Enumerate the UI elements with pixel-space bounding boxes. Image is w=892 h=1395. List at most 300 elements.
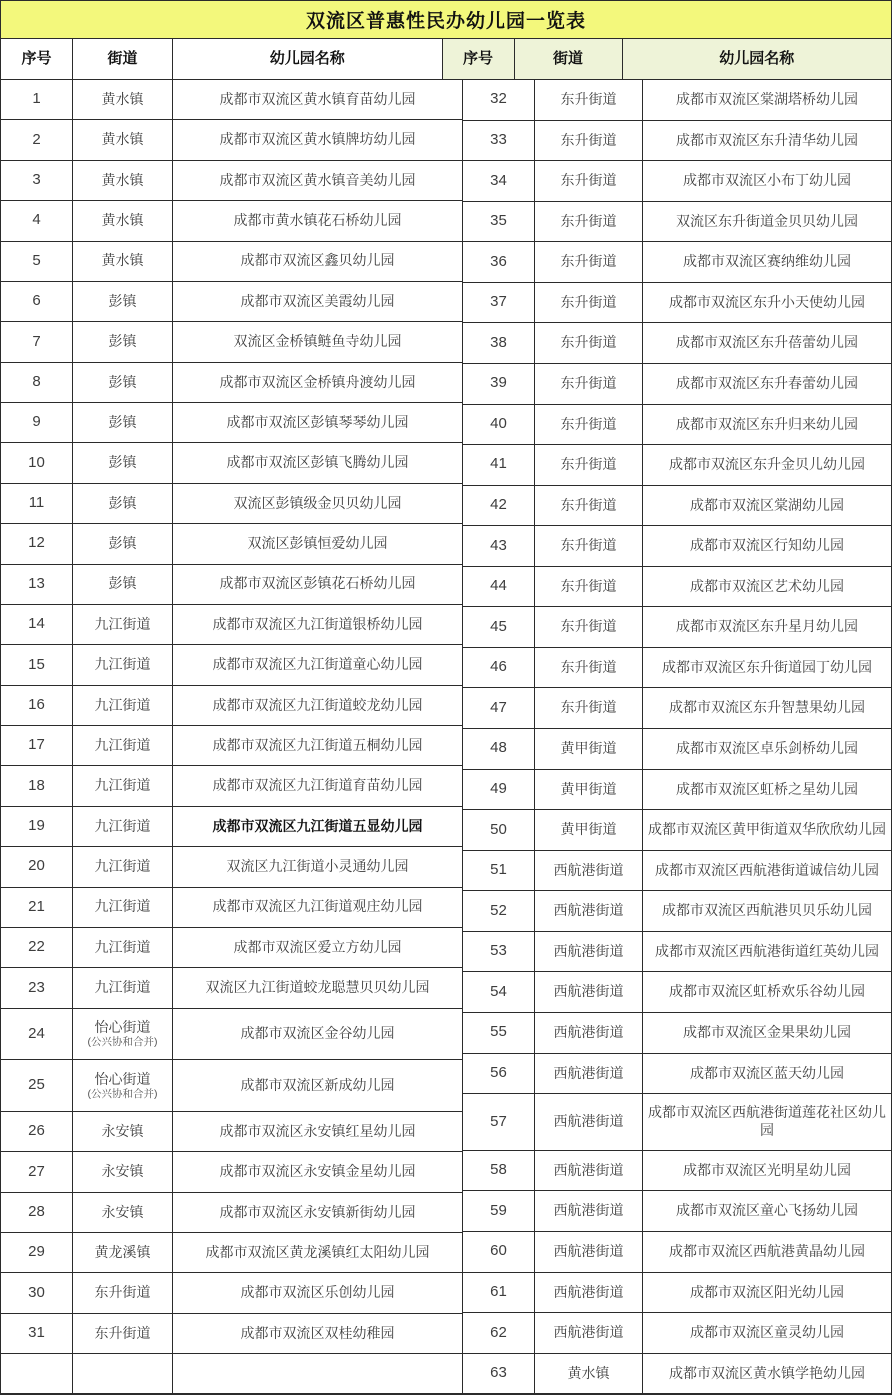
row-number-cell: 56 — [463, 1054, 535, 1095]
row-kindergarten-cell: 成都市双流区永安镇红星幼儿园 — [173, 1112, 463, 1152]
street-label: 东升街道 — [560, 618, 617, 635]
street-label: 永安镇 — [101, 1203, 144, 1220]
row-street-cell — [73, 807, 173, 847]
row-street-cell — [73, 726, 173, 766]
row-street-cell — [73, 363, 173, 403]
table-row — [463, 242, 891, 283]
street-label: 九江街道 — [94, 979, 151, 996]
table-row — [1, 888, 463, 928]
row-number-cell: 58 — [463, 1151, 535, 1192]
street-label: 彭镇 — [108, 535, 137, 552]
row-number-cell: 46 — [463, 648, 535, 689]
street-label: 彭镇 — [108, 292, 137, 309]
header-right-street: 街道 — [515, 39, 623, 80]
row-street-cell — [535, 972, 643, 1013]
row-kindergarten-cell: 成都市双流区光明星幼儿园 — [643, 1151, 891, 1192]
street-label: 东升街道 — [560, 91, 617, 108]
row-number-cell: 7 — [1, 322, 73, 362]
row-number-cell: 25 — [1, 1060, 73, 1112]
row-number-cell: 36 — [463, 242, 535, 283]
street-label: 九江街道 — [94, 898, 151, 915]
row-number-cell: 6 — [1, 282, 73, 322]
street-label: 西航港街道 — [553, 861, 624, 878]
row-street-cell — [535, 770, 643, 811]
row-number-cell: 32 — [463, 80, 535, 121]
row-number-cell: 11 — [1, 484, 73, 524]
row-street-cell — [535, 688, 643, 729]
row-street-cell — [73, 242, 173, 282]
row-number-cell: 3 — [1, 161, 73, 201]
row-number-cell: 37 — [463, 283, 535, 324]
row-kindergarten-cell: 成都市双流区彭镇飞腾幼儿园 — [173, 443, 463, 483]
header-row — [1, 39, 891, 80]
table-row — [1, 1009, 463, 1061]
row-kindergarten-cell: 成都市双流区黄龙溪镇红太阳幼儿园 — [173, 1233, 463, 1273]
street-label: 西航港街道 — [553, 1023, 624, 1040]
table-row — [463, 1273, 891, 1314]
row-street-cell — [73, 201, 173, 241]
row-street-cell — [73, 443, 173, 483]
row-street-cell — [73, 322, 173, 362]
row-number-cell: 12 — [1, 524, 73, 564]
table-row — [463, 688, 891, 729]
row-street-cell — [535, 405, 643, 446]
row-kindergarten-cell: 成都市双流区东升星月幼儿园 — [643, 607, 891, 648]
table-row — [463, 810, 891, 851]
street-label: 九江街道 — [94, 656, 151, 673]
row-kindergarten-cell: 成都市双流区鑫贝幼儿园 — [173, 242, 463, 282]
table-row — [463, 972, 891, 1013]
row-kindergarten-cell: 成都市双流区东升街道园丁幼儿园 — [643, 648, 891, 689]
table-row — [1, 1354, 463, 1394]
table-row — [463, 486, 891, 527]
table-row — [463, 567, 891, 608]
row-number-cell: 29 — [1, 1233, 73, 1273]
row-kindergarten-cell: 双流区彭镇恒爱幼儿园 — [173, 524, 463, 564]
row-kindergarten-cell: 成都市双流区金谷幼儿园 — [173, 1009, 463, 1061]
row-street-cell — [73, 968, 173, 1008]
row-street-cell — [73, 766, 173, 806]
row-kindergarten-cell: 成都市双流区赛纳维幼儿园 — [643, 242, 891, 283]
table-row — [1, 282, 463, 322]
row-street-cell — [535, 323, 643, 364]
row-kindergarten-cell: 成都市双流区童灵幼儿园 — [643, 1313, 891, 1354]
table-row — [1, 645, 463, 685]
row-street-cell — [535, 202, 643, 243]
row-number-cell: 19 — [1, 807, 73, 847]
street-label: 怡心街道 — [94, 1018, 151, 1035]
row-kindergarten-cell: 成都市双流区永安镇金星幼儿园 — [173, 1152, 463, 1192]
row-kindergarten-cell: 双流区九江街道小灵通幼儿园 — [173, 847, 463, 887]
street-label: 彭镇 — [108, 333, 137, 350]
row-kindergarten-cell: 成都市双流区西航港街道红英幼儿园 — [643, 932, 891, 973]
row-street-cell — [73, 645, 173, 685]
row-street-cell — [535, 486, 643, 527]
table-row — [1, 80, 463, 120]
row-number-cell: 50 — [463, 810, 535, 851]
table-row — [463, 1054, 891, 1095]
row-number-cell: 52 — [463, 891, 535, 932]
street-label: 黄龙溪镇 — [94, 1244, 151, 1261]
street-label: 东升街道 — [560, 699, 617, 716]
row-kindergarten-cell: 成都市双流区西航港街道莲花社区幼儿园 — [643, 1094, 891, 1151]
table-row — [463, 445, 891, 486]
row-number-cell: 2 — [1, 120, 73, 160]
table-row — [463, 607, 891, 648]
row-kindergarten-cell: 成都市双流区九江街道蛟龙幼儿园 — [173, 686, 463, 726]
row-number-cell: 17 — [1, 726, 73, 766]
table-row — [1, 1273, 463, 1313]
row-street-cell — [73, 1233, 173, 1273]
table-row — [1, 1060, 463, 1112]
street-label: 黄水镇 — [101, 212, 144, 229]
row-street-cell — [535, 607, 643, 648]
table-row — [1, 686, 463, 726]
row-kindergarten-cell: 成都市双流区艺术幼儿园 — [643, 567, 891, 608]
row-kindergarten-cell: 成都市双流区卓乐剑桥幼儿园 — [643, 729, 891, 770]
table-row — [1, 605, 463, 645]
table-row — [463, 1232, 891, 1273]
header-right-no: 序号 — [443, 39, 515, 80]
row-number-cell: 9 — [1, 403, 73, 443]
row-street-cell — [73, 484, 173, 524]
street-label: 东升街道 — [560, 131, 617, 148]
row-kindergarten-cell: 成都市黄水镇花石桥幼儿园 — [173, 201, 463, 241]
street-label: 东升街道 — [560, 293, 617, 310]
table-row — [1, 847, 463, 887]
row-number-cell: 59 — [463, 1191, 535, 1232]
header-left-no: 序号 — [1, 39, 73, 80]
table-row — [463, 283, 891, 324]
row-street-cell — [535, 1094, 643, 1151]
table-row — [1, 363, 463, 403]
street-label: 东升街道 — [560, 415, 617, 432]
row-kindergarten-cell: 成都市双流区彭镇花石桥幼儿园 — [173, 565, 463, 605]
row-kindergarten-cell: 成都市双流区小布丁幼儿园 — [643, 161, 891, 202]
row-number-cell: 34 — [463, 161, 535, 202]
header-right-name: 幼儿园名称 — [623, 39, 892, 80]
left-table-half — [1, 80, 463, 1394]
street-label: 东升街道 — [560, 334, 617, 351]
row-number-cell: 42 — [463, 486, 535, 527]
row-kindergarten-cell: 成都市双流区棠湖幼儿园 — [643, 486, 891, 527]
row-number-cell: 8 — [1, 363, 73, 403]
row-kindergarten-cell: 成都市双流区九江街道童心幼儿园 — [173, 645, 463, 685]
row-street-cell — [535, 1151, 643, 1192]
row-number-cell: 47 — [463, 688, 535, 729]
row-street-cell — [535, 851, 643, 892]
row-street-cell — [73, 1273, 173, 1313]
row-kindergarten-cell: 成都市双流区西航港贝贝乐幼儿园 — [643, 891, 891, 932]
row-street-cell — [73, 928, 173, 968]
row-street-cell — [73, 161, 173, 201]
table-title: 双流区普惠性民办幼儿园一览表 — [1, 1, 891, 39]
row-kindergarten-cell: 成都市双流区童心飞扬幼儿园 — [643, 1191, 891, 1232]
street-label: 黄甲街道 — [560, 780, 617, 797]
table-row — [463, 770, 891, 811]
street-label: 西航港街道 — [553, 1283, 624, 1300]
row-number-cell: 27 — [1, 1152, 73, 1192]
table-row — [1, 201, 463, 241]
row-kindergarten-cell: 成都市双流区棠湖塔桥幼儿园 — [643, 80, 891, 121]
street-label: 东升街道 — [560, 577, 617, 594]
row-kindergarten-cell: 成都市双流区行知幼儿园 — [643, 526, 891, 567]
table-row — [463, 405, 891, 446]
table-row — [1, 766, 463, 806]
row-number-cell: 48 — [463, 729, 535, 770]
table-row — [1, 484, 463, 524]
row-number-cell: 55 — [463, 1013, 535, 1054]
table-row — [463, 1013, 891, 1054]
row-kindergarten-cell: 成都市双流区东升清华幼儿园 — [643, 121, 891, 162]
street-label: 西航港街道 — [553, 942, 624, 959]
row-kindergarten-cell: 成都市双流区九江街道五桐幼儿园 — [173, 726, 463, 766]
table-row — [1, 565, 463, 605]
row-kindergarten-cell: 成都市双流区彭镇琴琴幼儿园 — [173, 403, 463, 443]
row-street-cell — [73, 1314, 173, 1354]
row-kindergarten-cell: 成都市双流区东升蓓蕾幼儿园 — [643, 323, 891, 364]
row-number-cell: 20 — [1, 847, 73, 887]
row-number-cell — [1, 1354, 73, 1394]
street-label: 黄水镇 — [567, 1364, 610, 1381]
row-street-cell — [73, 282, 173, 322]
row-kindergarten-cell: 成都市双流区双桂幼稚园 — [173, 1314, 463, 1354]
table-row — [463, 121, 891, 162]
table-row — [463, 1151, 891, 1192]
row-number-cell: 21 — [1, 888, 73, 928]
street-label: 东升街道 — [560, 496, 617, 513]
street-label: 西航港街道 — [553, 1113, 624, 1130]
row-number-cell: 22 — [1, 928, 73, 968]
row-kindergarten-cell: 成都市双流区黄水镇育苗幼儿园 — [173, 80, 463, 120]
row-street-cell — [535, 1054, 643, 1095]
table-row — [463, 161, 891, 202]
header-left-street: 街道 — [73, 39, 173, 80]
table-row — [463, 1354, 891, 1395]
row-street-cell — [535, 283, 643, 324]
row-street-cell — [73, 524, 173, 564]
street-label: 九江街道 — [94, 777, 151, 794]
street-label: 黄水镇 — [101, 90, 144, 107]
street-label: 东升街道 — [560, 172, 617, 189]
row-number-cell: 15 — [1, 645, 73, 685]
row-street-cell — [535, 1313, 643, 1354]
street-label: 西航港街道 — [553, 1064, 624, 1081]
row-kindergarten-cell: 双流区九江街道蛟龙聪慧贝贝幼儿园 — [173, 968, 463, 1008]
street-label: 东升街道 — [560, 456, 617, 473]
row-street-cell — [535, 242, 643, 283]
row-street-cell — [535, 729, 643, 770]
street-label: 东升街道 — [560, 253, 617, 270]
street-label: 东升街道 — [94, 1284, 151, 1301]
table-row — [463, 1191, 891, 1232]
table-row — [1, 120, 463, 160]
table-row — [1, 161, 463, 201]
street-label: 黄水镇 — [101, 252, 144, 269]
row-street-cell — [73, 605, 173, 645]
row-number-cell: 49 — [463, 770, 535, 811]
row-street-cell — [535, 445, 643, 486]
table-row — [1, 443, 463, 483]
street-merge-note: (公兴协和合并) — [87, 1036, 158, 1049]
street-label: 黄甲街道 — [560, 740, 617, 757]
row-number-cell: 26 — [1, 1112, 73, 1152]
row-street-cell — [73, 1193, 173, 1233]
row-street-cell — [535, 810, 643, 851]
row-kindergarten-cell: 成都市双流区九江街道银桥幼儿园 — [173, 605, 463, 645]
row-street-cell — [535, 1013, 643, 1054]
row-kindergarten-cell: 成都市双流区金果果幼儿园 — [643, 1013, 891, 1054]
street-merge-note: (公兴协和合并) — [87, 1088, 158, 1101]
table-row — [463, 932, 891, 973]
table-row — [1, 242, 463, 282]
row-number-cell: 38 — [463, 323, 535, 364]
row-number-cell: 18 — [1, 766, 73, 806]
street-label: 永安镇 — [101, 1122, 144, 1139]
row-kindergarten-cell: 成都市双流区东升春蕾幼儿园 — [643, 364, 891, 405]
table-row — [1, 1233, 463, 1273]
table-row — [1, 968, 463, 1008]
row-kindergarten-cell: 成都市双流区西航港街道诚信幼儿园 — [643, 851, 891, 892]
row-street-cell — [73, 80, 173, 120]
table-row — [1, 1193, 463, 1233]
row-street-cell — [73, 1112, 173, 1152]
street-label: 东升街道 — [94, 1324, 151, 1341]
row-number-cell: 14 — [1, 605, 73, 645]
table-row — [1, 403, 463, 443]
row-kindergarten-cell: 成都市双流区蓝天幼儿园 — [643, 1054, 891, 1095]
row-number-cell: 51 — [463, 851, 535, 892]
row-street-cell — [535, 121, 643, 162]
street-label: 西航港街道 — [553, 983, 624, 1000]
row-street-cell — [73, 1152, 173, 1192]
table-row — [1, 524, 463, 564]
row-number-cell: 4 — [1, 201, 73, 241]
street-label: 九江街道 — [94, 938, 151, 955]
row-street-cell — [73, 1060, 173, 1112]
table-row — [463, 648, 891, 689]
table-row — [1, 322, 463, 362]
street-label: 黄水镇 — [101, 171, 144, 188]
row-number-cell: 10 — [1, 443, 73, 483]
row-number-cell: 53 — [463, 932, 535, 973]
table-row — [1, 1112, 463, 1152]
table-row — [463, 202, 891, 243]
row-kindergarten-cell: 成都市双流区黄水镇音美幼儿园 — [173, 161, 463, 201]
row-street-cell — [73, 565, 173, 605]
row-number-cell: 54 — [463, 972, 535, 1013]
table-body — [1, 80, 891, 1394]
street-label: 九江街道 — [94, 696, 151, 713]
right-table-half — [463, 80, 891, 1394]
row-number-cell: 24 — [1, 1009, 73, 1061]
street-label: 东升街道 — [560, 537, 617, 554]
row-number-cell: 40 — [463, 405, 535, 446]
row-street-cell — [535, 526, 643, 567]
table-row — [463, 80, 891, 121]
table-row — [463, 851, 891, 892]
row-street-cell — [535, 161, 643, 202]
street-label: 西航港街道 — [553, 1243, 624, 1260]
street-label: 永安镇 — [101, 1163, 144, 1180]
row-street-cell — [535, 648, 643, 689]
row-street-cell — [73, 120, 173, 160]
row-street-cell — [535, 567, 643, 608]
table-row — [463, 364, 891, 405]
row-kindergarten-cell: 成都市双流区美霞幼儿园 — [173, 282, 463, 322]
row-street-cell — [73, 888, 173, 928]
row-kindergarten-cell: 成都市双流区黄水镇学艳幼儿园 — [643, 1354, 891, 1395]
row-number-cell: 33 — [463, 121, 535, 162]
row-number-cell: 5 — [1, 242, 73, 282]
street-label: 东升街道 — [560, 374, 617, 391]
row-number-cell: 13 — [1, 565, 73, 605]
row-street-cell — [535, 364, 643, 405]
row-number-cell: 16 — [1, 686, 73, 726]
row-street-cell — [535, 1354, 643, 1395]
table-row — [463, 1313, 891, 1354]
row-number-cell: 61 — [463, 1273, 535, 1314]
street-label: 怡心街道 — [94, 1070, 151, 1087]
street-label: 西航港街道 — [553, 902, 624, 919]
street-label: 西航港街道 — [553, 1324, 624, 1341]
row-kindergarten-cell: 成都市双流区九江街道观庄幼儿园 — [173, 888, 463, 928]
street-label: 彭镇 — [108, 413, 137, 430]
street-label: 九江街道 — [94, 615, 151, 632]
row-number-cell: 23 — [1, 968, 73, 1008]
row-kindergarten-cell: 双流区彭镇级金贝贝幼儿园 — [173, 484, 463, 524]
row-street-cell — [535, 932, 643, 973]
row-kindergarten-cell: 成都市双流区黄甲街道双华欣欣幼儿园 — [643, 810, 891, 851]
row-kindergarten-cell: 成都市双流区东升智慧果幼儿园 — [643, 688, 891, 729]
header-left-name: 幼儿园名称 — [173, 39, 443, 80]
row-number-cell: 30 — [1, 1273, 73, 1313]
table-row — [1, 1152, 463, 1192]
street-label: 彭镇 — [108, 575, 137, 592]
row-street-cell — [73, 686, 173, 726]
row-number-cell: 1 — [1, 80, 73, 120]
row-street-cell — [73, 403, 173, 443]
street-label: 九江街道 — [94, 858, 151, 875]
row-number-cell: 39 — [463, 364, 535, 405]
row-kindergarten-cell: 双流区东升街道金贝贝幼儿园 — [643, 202, 891, 243]
street-label: 九江街道 — [94, 736, 151, 753]
row-kindergarten-cell — [173, 1354, 463, 1394]
row-kindergarten-cell: 成都市双流区永安镇新街幼儿园 — [173, 1193, 463, 1233]
row-kindergarten-cell: 成都市双流区东升金贝儿幼儿园 — [643, 445, 891, 486]
row-number-cell: 63 — [463, 1354, 535, 1395]
row-kindergarten-cell: 成都市双流区九江街道育苗幼儿园 — [173, 766, 463, 806]
row-street-cell — [535, 80, 643, 121]
street-label: 彭镇 — [108, 494, 137, 511]
row-kindergarten-cell: 成都市双流区黄水镇牌坊幼儿园 — [173, 120, 463, 160]
row-number-cell: 60 — [463, 1232, 535, 1273]
row-kindergarten-cell: 成都市双流区爱立方幼儿园 — [173, 928, 463, 968]
row-number-cell: 35 — [463, 202, 535, 243]
street-label: 东升街道 — [560, 212, 617, 229]
row-kindergarten-cell: 成都市双流区虹桥欢乐谷幼儿园 — [643, 972, 891, 1013]
street-label: 黄甲街道 — [560, 821, 617, 838]
row-street-cell — [535, 1232, 643, 1273]
street-label: 彭镇 — [108, 454, 137, 471]
row-street-cell — [535, 891, 643, 932]
row-kindergarten-cell: 成都市双流区虹桥之星幼儿园 — [643, 770, 891, 811]
row-number-cell: 62 — [463, 1313, 535, 1354]
row-kindergarten-cell: 成都市双流区九江街道五显幼儿园 — [173, 807, 463, 847]
row-street-cell — [73, 1354, 173, 1394]
table-row — [1, 1314, 463, 1354]
row-street-cell — [73, 1009, 173, 1061]
